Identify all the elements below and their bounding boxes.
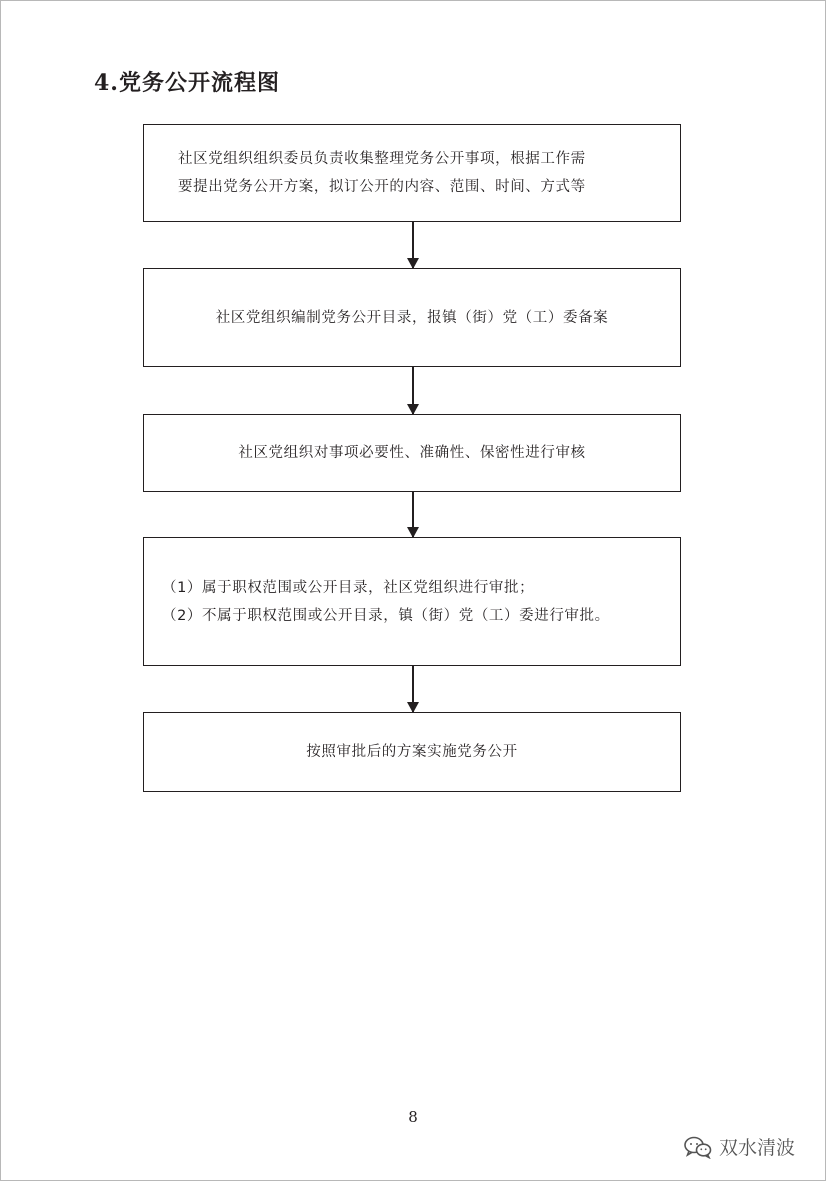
flow-step-4-line-2: （2）不属于职权范围或公开目录，镇（街）党（工）委进行审批。 bbox=[162, 607, 610, 624]
wechat-icon bbox=[683, 1135, 713, 1159]
watermark bbox=[683, 1133, 795, 1160]
flow-arrow-4 bbox=[412, 666, 414, 712]
flow-step-2 bbox=[143, 268, 681, 367]
flow-step-5-line-1: 按照审批后的方案实施党务公开 bbox=[306, 744, 518, 760]
page-number: 8 bbox=[408, 1108, 418, 1126]
flow-arrow-2 bbox=[412, 367, 414, 414]
flow-step-2-line-1: 社区党组织编制党务公开目录，报镇（街）党（工）委备案 bbox=[215, 309, 609, 326]
flow-step-5 bbox=[143, 712, 681, 792]
flow-arrow-1 bbox=[412, 222, 414, 268]
flow-step-3-line-1: 社区党组织对事项必要性、准确性、保密性进行审核 bbox=[238, 445, 586, 461]
flow-arrow-3 bbox=[412, 492, 414, 537]
watermark-text: 双水清波 bbox=[719, 1137, 796, 1159]
flow-step-1 bbox=[143, 124, 681, 222]
flow-step-4 bbox=[143, 537, 681, 666]
flow-step-3 bbox=[143, 414, 681, 492]
flow-step-1-line-2: 要提出党务公开方案，拟订公开的内容、范围、时间、方式等 bbox=[178, 179, 586, 195]
flow-step-4-line-1: （1）属于职权范围或公开目录，社区党组织进行审批； bbox=[162, 579, 535, 596]
flow-step-1-line-1: 社区党组织组织委员负责收集整理党务公开事项，根据工作需 bbox=[178, 151, 586, 167]
page-title: 4.党务公开流程图 bbox=[94, 70, 280, 96]
